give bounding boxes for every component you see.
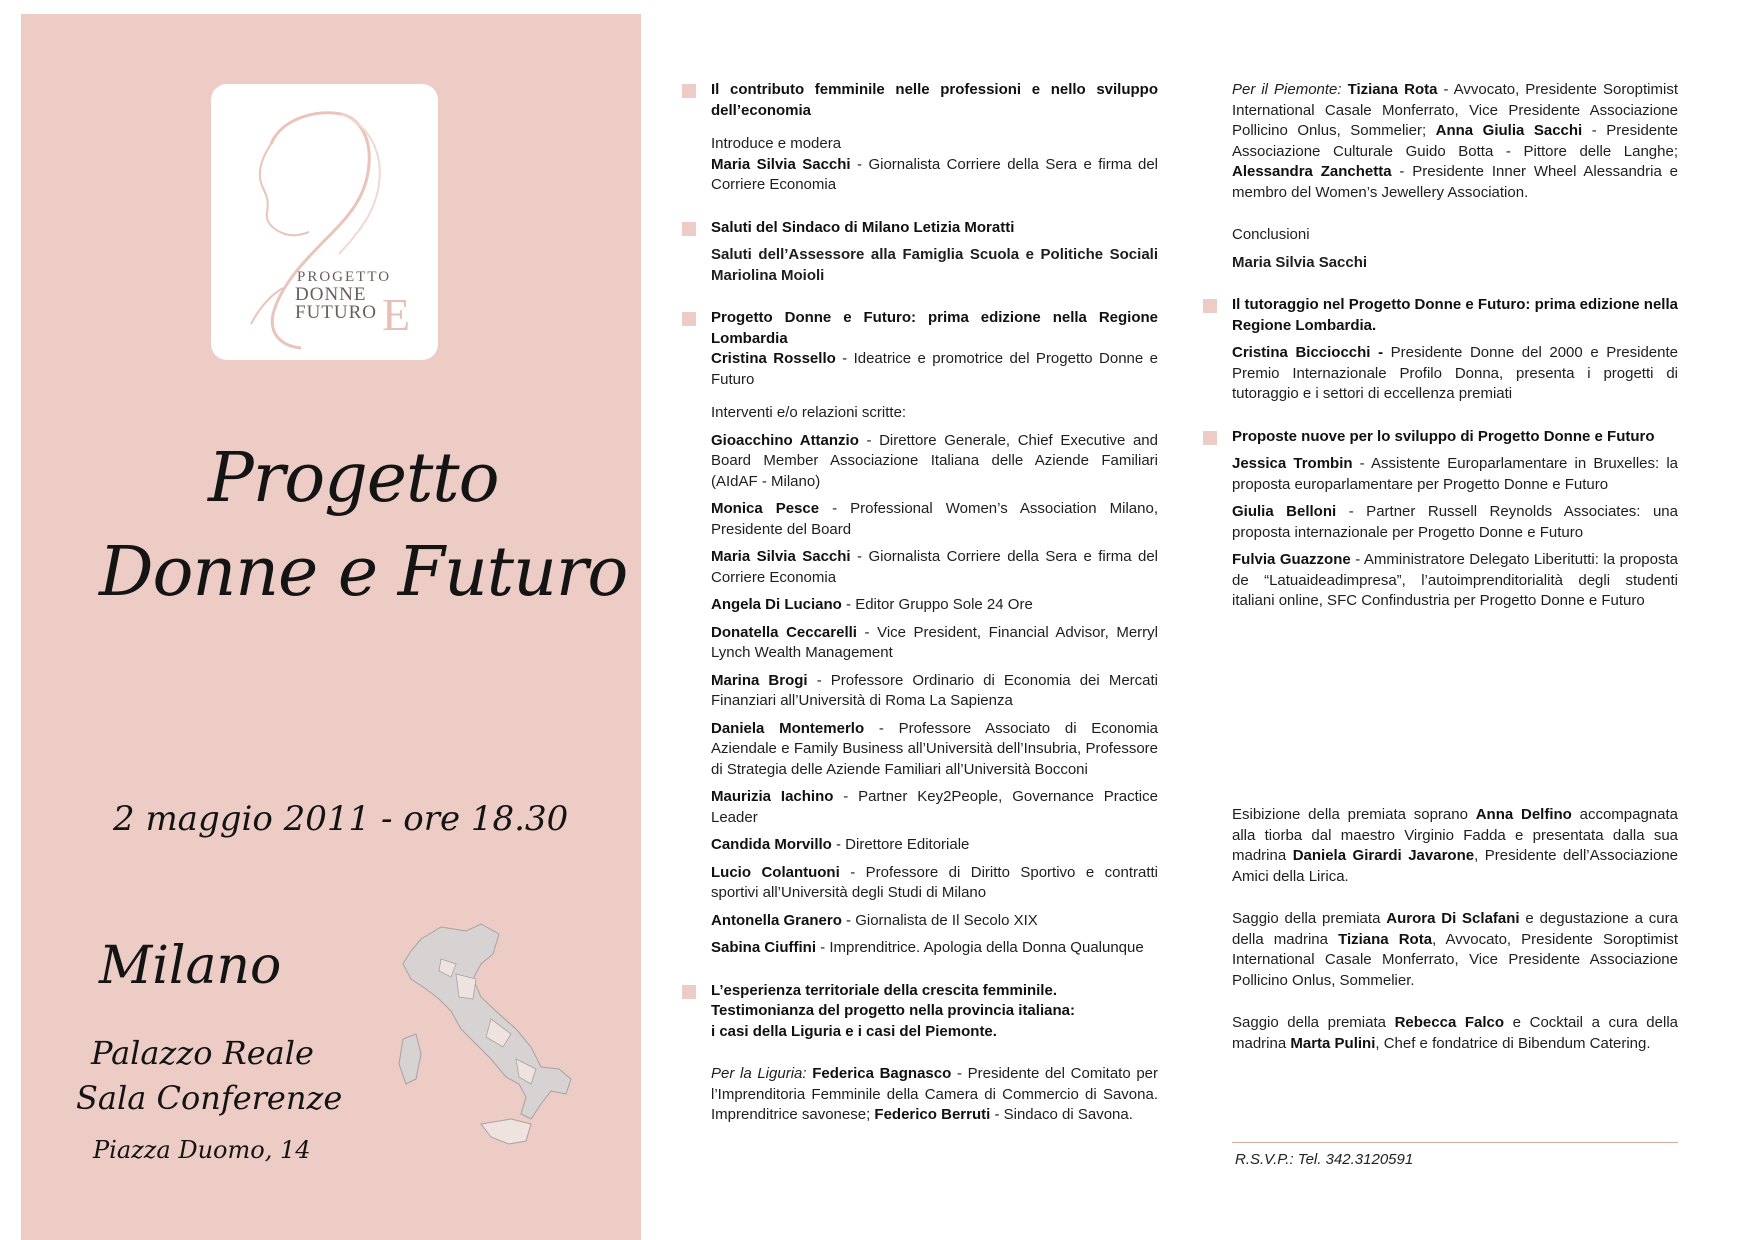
text: accompagnata alla tiorba dal maestro Virginio Fadda e presentata dalla sua madrina: [1232, 806, 1678, 864]
text: e Cocktail a cura della madrina: [1232, 1014, 1679, 1052]
speaker-name: Daniela Montemerlo: [711, 719, 865, 737]
speaker-role: - Professore di Diritto Sportivo e contratti sportivi all’Università degli Studi di Milano: [711, 863, 1158, 901]
speaker-entry: [711, 349, 1158, 390]
logo-letter-e: E: [382, 289, 411, 340]
speaker-entry: [711, 719, 1158, 781]
speaker-name: Monica Pesce: [711, 500, 820, 517]
sponsor-name: Marta Pulini: [1290, 1034, 1376, 1052]
speaker-role: - Vice President, Financial Advisor, Merryl Lynch Wealth Management: [711, 623, 1158, 661]
speaker-entry: [711, 547, 1158, 588]
venue-room: Sala Conferenze: [76, 1079, 343, 1117]
speaker-name: Alessandra Zanchetta: [1232, 163, 1392, 180]
speaker-role: - Ideatrice e promotrice del Progetto Donne e Futuro: [711, 350, 1158, 388]
text: e degustazione a cura della madrina: [1232, 910, 1678, 948]
section-title-tutoraggio: Il tutoraggio nel Progetto Donne e Futuro: prima edizione nella Regione Lombardia.: [1232, 295, 1678, 336]
speaker-role: - Imprenditrice. Apologia della Donna Qualunque: [816, 939, 1144, 956]
speaker-entry: [711, 787, 1158, 828]
performance-entry: [1232, 909, 1678, 991]
speaker-name: Candida Morvillo: [711, 836, 832, 853]
speaker-role: - Presidente Inner Wheel Alessandria e membro del Women’s Jewellery Association.: [1232, 163, 1678, 201]
speaker-name: Angela Di Luciano: [711, 596, 842, 613]
program-column-2: [1232, 80, 1678, 612]
speaker-role: - Giornalista Corriere della Sera e firma del Corriere Economia: [711, 548, 1158, 586]
text: Esibizione della premiata soprano: [1232, 806, 1476, 823]
speaker-name: Giulia Belloni: [1232, 503, 1337, 520]
performances: [1232, 805, 1678, 1054]
speaker-role: - Professional Women’s Association Milano, Presidente del Board: [711, 500, 1158, 538]
event-date: 2 maggio 2011 - ore 18.30: [113, 799, 569, 839]
speaker-entry: [711, 911, 1158, 932]
speaker-name: Maurizia Iachino: [711, 788, 834, 805]
speaker-name: Antonella Granero: [711, 911, 842, 929]
sponsor-name: Tiziana Rota: [1338, 930, 1433, 948]
venue-address: Piazza Duomo, 14: [93, 1136, 311, 1164]
rsvp-phone: R.S.V.P.: Tel. 342.3120591: [1235, 1151, 1414, 1168]
speaker-name: Tiziana Rota: [1347, 81, 1438, 98]
section-title-line: i casi della Liguria e i casi del Piemonte.: [711, 1022, 997, 1040]
speaker-name: Fulvia Guazzone: [1232, 551, 1351, 568]
program-column-1: [711, 80, 1158, 1126]
title-line-2: Donne e Futuro: [99, 533, 628, 612]
text: , Chef e fondatrice di Bibendum Catering.: [1375, 1034, 1651, 1052]
performance-entry: [1232, 1013, 1678, 1054]
speaker-role: - Partner Key2People, Governance Practice Leader: [711, 788, 1158, 826]
performer-name: Anna Delfino: [1475, 806, 1572, 823]
section-title-line: L’esperienza territoriale della crescita femminile.: [711, 981, 1057, 999]
speaker-entry: [1232, 502, 1678, 543]
speaker-entry: [711, 835, 1158, 856]
logo-line-donne: DONNE: [295, 284, 367, 305]
sponsor-name: Daniela Girardi Javarone: [1292, 847, 1475, 864]
speaker-name: Federica Bagnasco: [812, 1065, 952, 1082]
speaker-name: Lucio Colantuoni: [711, 863, 840, 881]
speaker-role: - Editor Gruppo Sole 24 Ore: [841, 596, 1033, 613]
performance-entry: [1232, 805, 1678, 887]
text: , Presidente dell’Associazione Amici della Lirica.: [1232, 847, 1679, 885]
speaker-name: Jessica Trombin: [1232, 455, 1353, 472]
performer-name: Rebecca Falco: [1394, 1014, 1505, 1031]
speaker-role: - Presidente Associazione Culturale Guido Botta - Pittore delle Langhe;: [1232, 122, 1678, 160]
conclusion-speaker: Maria Silvia Sacchi: [1232, 253, 1368, 271]
speaker-role: - Presidente del Comitato per l’Imprenditoria Femminile della Camera di Commercio di Savona. Imprenditrice savonese;: [711, 1065, 1159, 1123]
speaker-name: Gioacchino Attanzio: [711, 431, 859, 449]
speaker-entry: [711, 431, 1158, 493]
section-title-proposte: Proposte nuove per lo sviluppo di Progetto Donne e Futuro: [1232, 427, 1678, 448]
speaker-role: - Professore Ordinario di Economia dei Mercati Finanziari all’Università di Roma La Sapienza: [711, 671, 1158, 709]
text: , Avvocato, Presidente Soroptimist International Casale Monferrato, Vice Presidente Associazione Pollicino Onlus, Sommelier.: [1232, 930, 1678, 989]
speaker-entry: [711, 595, 1158, 616]
performer-name: Aurora Di Sclafani: [1386, 910, 1520, 927]
cover-panel: [21, 14, 641, 1240]
speaker-role: - Giornalista de Il Secolo XIX: [841, 911, 1038, 929]
speaker-role: - Avvocato, Presidente Soroptimist International Casale Monferrato, Vice Presidente Associazione Pollicino Onlus, Sommelier;: [1232, 81, 1679, 139]
moderator-entry: [711, 155, 1158, 196]
liguria-entry: [711, 1064, 1158, 1126]
speaker-role: - Sindaco di Savona.: [990, 1106, 1133, 1123]
speaker-entry: [1232, 550, 1678, 612]
text: Saggio della premiata: [1232, 1014, 1395, 1031]
region-label: Per la Liguria:: [711, 1065, 807, 1082]
section-title-contributo: Il contributo femminile nelle professioni e nello sviluppo dell’economia: [711, 80, 1158, 121]
speaker-role: - Partner Russell Reynolds Associates: una proposta internazionale per Progetto Donne e Futuro: [1232, 503, 1678, 541]
speaker-name: Federico Berruti: [874, 1106, 991, 1123]
speaker-name: Marina Brogi: [711, 671, 808, 689]
section-title-line: Testimonianza del progetto nella provincia italiana:: [711, 1002, 1075, 1019]
logo-line-futuro: FUTURO: [295, 302, 378, 323]
conclusion-label: Conclusioni: [1232, 226, 1310, 243]
piemonte-entry: [1232, 80, 1678, 203]
speaker-name: Sabina Ciuffini: [711, 939, 816, 956]
speaker-role: - Assistente Europarlamentare in Bruxelles: la proposta europarlamentare per Progetto Donne e Futuro: [1232, 455, 1678, 493]
speaker-entry: [711, 671, 1158, 712]
speaker-role: Presidente Donne del 2000 e Presidente Premio Internazionale Profilo Donna, presenta i progetti di tutoraggio e i settori di eccellenza premiati: [1232, 344, 1678, 402]
greeting-assessor: Saluti dell’Assessore alla Famiglia Scuola e Politiche Sociali Mariolina Moioli: [711, 246, 1158, 284]
speaker-role: - Direttore Editoriale: [831, 836, 970, 853]
speaker-name: Maria Silvia Sacchi: [711, 548, 851, 565]
section-title-prima-edizione: Progetto Donne e Futuro: prima edizione nella Regione Lombardia: [711, 308, 1158, 349]
speaker-role: - Giornalista Corriere della Sera e firma del Corriere Economia: [711, 155, 1158, 193]
event-city: Milano: [99, 936, 282, 996]
divider: [1232, 1142, 1678, 1143]
speaker-entry: [711, 499, 1158, 540]
venue-name: Palazzo Reale: [91, 1034, 314, 1072]
greeting-mayor: Saluti del Sindaco di Milano Letizia Moratti: [711, 218, 1158, 239]
speaker-entry: [1232, 454, 1678, 495]
speaker-name: Cristina Rossello: [711, 350, 836, 367]
section-title-territoriale: [711, 981, 1158, 1043]
text: Saggio della premiata: [1232, 910, 1387, 927]
speaker-entry: [711, 623, 1158, 664]
title-line-1: Progetto: [208, 439, 499, 518]
speaker-name: Anna Giulia Sacchi: [1435, 122, 1583, 139]
speakers-list: [711, 431, 1158, 959]
speaker-entry: [711, 938, 1158, 959]
speaker-role: - Direttore Generale, Chief Executive and Board Member Associazione Italiana delle Aziende Familiari (AIdAF - Milano): [711, 431, 1158, 490]
italy-map-icon: [381, 919, 601, 1164]
interventions-label: Interventi e/o relazioni scritte:: [711, 404, 907, 421]
speaker-role: - Professore Associato di Economia Aziendale e Family Business all’Università dell’Insubria, Professore di Strategia delle Aziende Familiari all’Università Bocconi: [711, 719, 1158, 778]
speaker-entry: [1232, 343, 1678, 405]
speaker-entry: [711, 863, 1158, 904]
logo-line-progetto: PROGETTO: [297, 269, 392, 285]
speaker-name: Maria Silvia Sacchi: [711, 155, 851, 173]
speaker-name: Cristina Bicciocchi -: [1232, 344, 1384, 361]
speaker-name: Donatella Ceccarelli: [711, 623, 857, 641]
logo: [211, 84, 438, 360]
speaker-role: - Amministratore Delegato Liberitutti: la proposta de “Latuaideadimpresa”, l’autoimprenditorialità degli studenti italiani online, SFC Confindustria per Progetto Donne e Futuro: [1232, 551, 1678, 609]
intro-label: Introduce e modera: [711, 135, 842, 152]
region-label: Per il Piemonte:: [1232, 81, 1342, 98]
